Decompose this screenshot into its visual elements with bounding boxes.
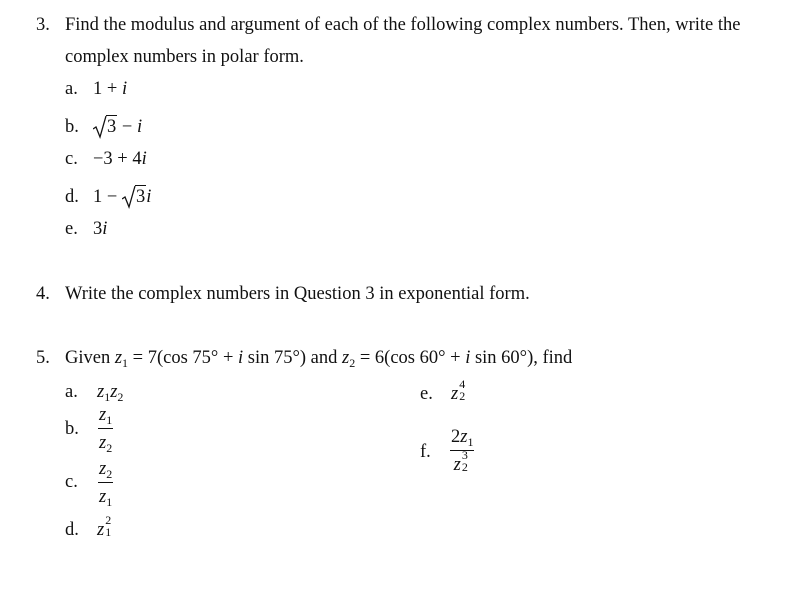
q4-text: Write the complex numbers in Question 3 in exponential form. bbox=[65, 284, 530, 304]
q5-item-d-expr: z 2 1 bbox=[97, 513, 112, 540]
fraction-bar bbox=[98, 482, 113, 483]
sqrt-symbol: 3 bbox=[122, 188, 146, 207]
q5-item-f-fraction: $2z_1$ z 3 2 bbox=[451, 427, 474, 475]
q5-item-d-label: d. bbox=[65, 520, 79, 540]
q3-item-a-label: a. bbox=[65, 79, 78, 99]
q5-item-e-expr: z 4 2 bbox=[451, 377, 466, 404]
q3-item-e-label: e. bbox=[65, 219, 78, 239]
q5-number: 5. bbox=[36, 348, 50, 368]
q5-item-b-fraction: $z_1$ $z_2$ bbox=[99, 405, 113, 455]
q3-text-line1: Find the modulus and argument of each of the following complex numbers. Then, write the bbox=[65, 15, 741, 35]
q3-item-d-expr: 1 − 3i bbox=[93, 187, 152, 207]
q3-number: 3. bbox=[36, 15, 50, 35]
q5-item-b-label: b. bbox=[65, 419, 79, 439]
q3-item-c-label: c. bbox=[65, 149, 78, 169]
q5-item-c-label: c. bbox=[65, 472, 78, 492]
q5-item-f-label: f. bbox=[420, 442, 431, 462]
q5-text: Given $z_1 = 7(\cos$ 75° + i sin 75°) and $z_2 = 6(\cos$ 60° + i sin 60°), find bbox=[65, 348, 573, 370]
q3-item-b-label: b. bbox=[65, 117, 79, 137]
q3-item-e-expr: 3i bbox=[93, 219, 108, 239]
q3-item-c-expr: −3 + 4i bbox=[93, 149, 147, 169]
q3-text-line2: complex numbers in polar form. bbox=[65, 47, 304, 67]
q3-item-a-expr: 1 + i bbox=[93, 79, 128, 99]
fraction-bar bbox=[98, 428, 113, 429]
q5-item-a-expr: $z_1z_2$ bbox=[97, 382, 124, 404]
q3-item-d-label: d. bbox=[65, 187, 79, 207]
sqrt-symbol: 3 bbox=[93, 118, 117, 137]
q5-item-a-label: a. bbox=[65, 382, 78, 402]
q3-item-b-expr: 3 − i bbox=[93, 118, 142, 137]
q5-item-e-label: e. bbox=[420, 384, 433, 404]
q4-number: 4. bbox=[36, 284, 50, 304]
q5-item-c-fraction: $z_2$ $z_1$ bbox=[99, 459, 113, 509]
